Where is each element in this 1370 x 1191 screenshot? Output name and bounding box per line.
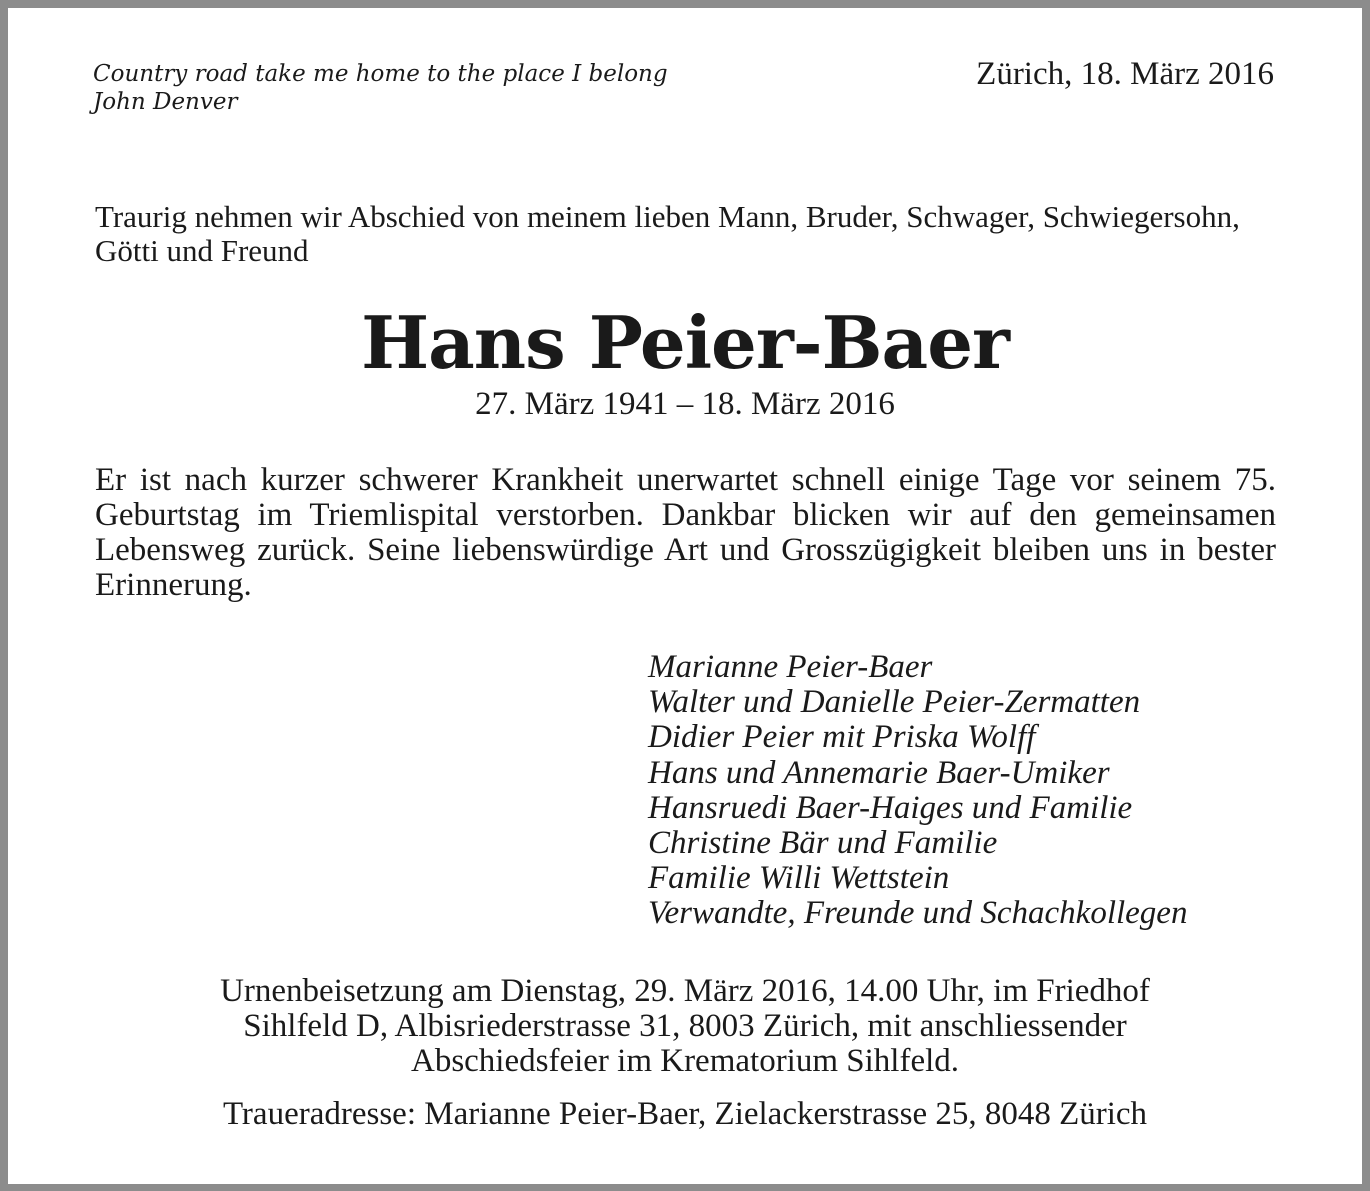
mourner-item: Familie Willi Wettstein (648, 860, 950, 897)
mourner-item: Hansruedi Baer-Haiges und Familie (648, 789, 1133, 826)
mourners-list (648, 650, 1187, 932)
intro-text: Traurig nehmen wir Abschied von meinem lieben Mann, Bruder, Schwager, Schwiegersohn, Götti und Freund (95, 199, 1240, 268)
motto (93, 60, 668, 116)
funeral-line: Sihlfeld D, Albisriederstrasse 31, 8003 Zürich, mit anschliessender (243, 1008, 1127, 1044)
mourner-item: Verwandte, Freunde und Schachkollegen (648, 895, 1188, 932)
motto-author: John Denver (93, 89, 238, 115)
lifespan-dates: 27. März 1941 – 18. März 2016 (475, 386, 895, 422)
place-date: Zürich, 18. März 2016 (976, 56, 1274, 92)
body-text: Er ist nach kurzer schwerer Krankheit unerwartet schnell einige Tage vor seinem 75. Geburtstag im Triemlispital verstorben. Dankbar blicken wir auf den gemeinsamen Lebensweg zurück. Seine liebenswürdige Art und Grosszügigkeit bleiben uns in bester Erinnerung. (95, 462, 1276, 603)
mourner-item: Hans und Annemarie Baer-Umiker (648, 754, 1110, 791)
funeral-line: Urnenbeisetzung am Dienstag, 29. März 2016, 14.00 Uhr, im Friedhof (220, 973, 1150, 1009)
funeral-line: Abschiedsfeier im Krematorium Sihlfeld. (410, 1043, 960, 1079)
obituary-notice (8, 8, 1362, 1184)
mourner-item: Didier Peier mit Priska Wolff (648, 719, 1036, 756)
funeral-details (8, 974, 1362, 1079)
mourner-item: Walter und Danielle Peier-Zermatten (648, 684, 1141, 721)
mourning-address: Traueradresse: Marianne Peier-Baer, Zielackerstrasse 25, 8048 Zürich (222, 1096, 1148, 1132)
deceased-name: Hans Peier-Baer (361, 300, 1009, 385)
mourner-item: Marianne Peier-Baer (648, 649, 933, 685)
motto-quote: Country road take me home to the place I belong (93, 61, 668, 87)
mourner-item: Christine Bär und Familie (648, 825, 998, 862)
